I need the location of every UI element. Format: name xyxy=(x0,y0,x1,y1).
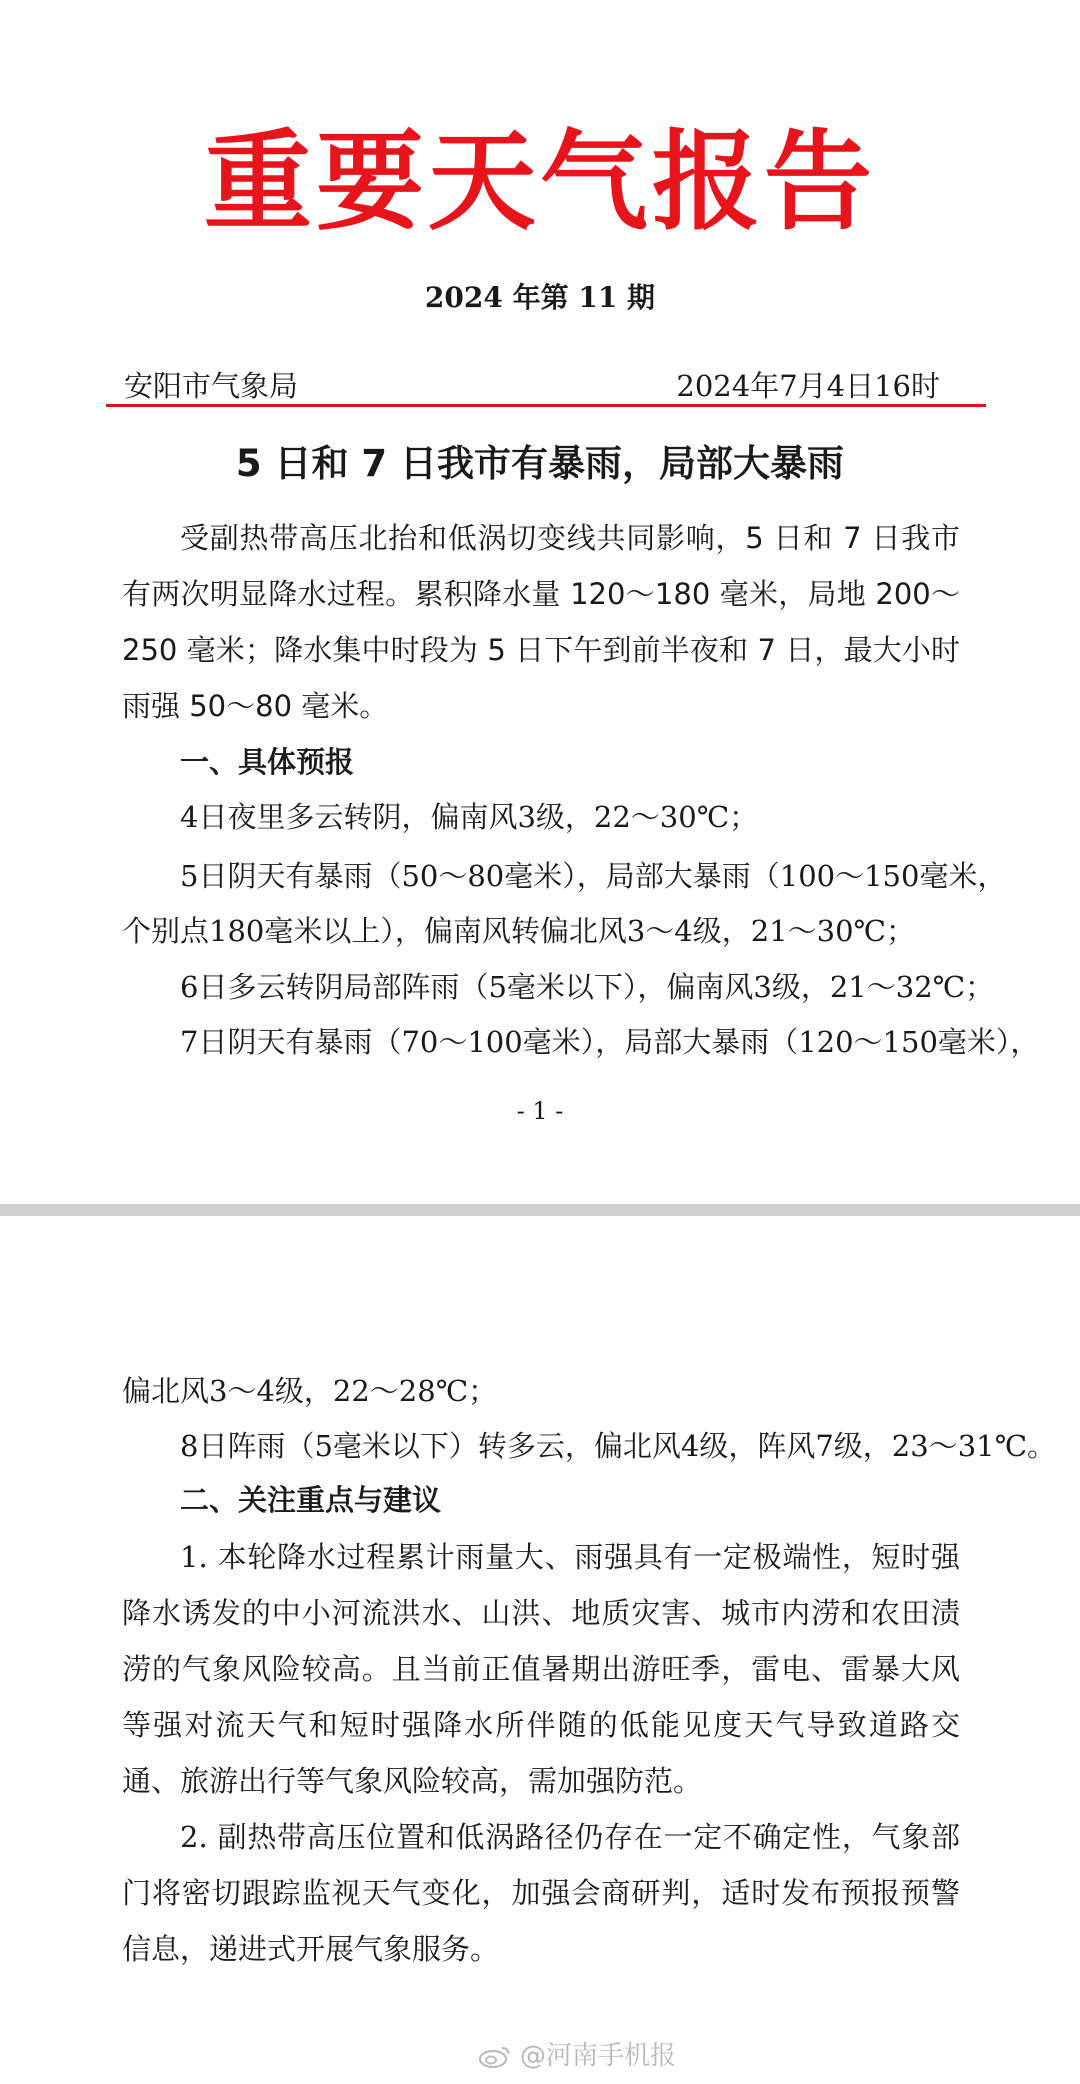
forecast-day-5-line1: 5日阴天有暴雨（50～80毫米），局部大暴雨（100～150毫米， xyxy=(180,859,1007,893)
page-number: - 1 - xyxy=(516,1097,564,1125)
section-heading-forecast: 一、具体预报 xyxy=(180,745,355,779)
source-watermark xyxy=(478,2038,676,2074)
red-divider-rule xyxy=(106,404,986,407)
forecast-day-7-line2: 偏北风3～4级，22～28℃； xyxy=(122,1374,498,1408)
document-page-2 xyxy=(0,1216,1080,2084)
report-masthead: 重要天气报告 xyxy=(203,120,876,245)
report-headline: 5 日和 7 日我市有暴雨，局部大暴雨 xyxy=(235,442,845,485)
page-divider xyxy=(0,1204,1080,1216)
advice-paragraph-1: 1. 本轮降水过程累计雨量大、雨强具有一定极端性，短时强降水诱发的中小河流洪水、山洪、地质灾害、城市内涝和农田渍涝的气象风险较高。且当前正值暑期出游旺季，雷电、雷暴大风等强对流天气和短时强降水所伴随的低能见度天气导致道路交通、旅游出行等气象风险较高，需加强防范。 xyxy=(122,1540,960,1798)
forecast-day-8: 8日阵雨（5毫米以下）转多云，偏北风4级，阵风7级，23～31℃。 xyxy=(180,1429,1057,1463)
issue-date: 2024年7月4日16时 xyxy=(676,369,940,403)
intro-paragraph: 受副热带高压北抬和低涡切变线共同影响，5 日和 7 日我市有两次明显降水过程。累积降水量 120～180 毫米，局地 200～250 毫米；降水集中时段为 5 日下午到前半夜和 7 日，最大小时雨强 50～80 毫米。 xyxy=(122,521,960,723)
issuing-agency: 安阳市气象局 xyxy=(124,369,299,403)
forecast-day-4: 4日夜里多云转阴，偏南风3级，22～30℃； xyxy=(180,800,759,834)
section-heading-advice: 二、关注重点与建议 xyxy=(180,1483,442,1517)
weibo-icon xyxy=(478,2043,512,2069)
issue-number: 2024 年第 11 期 xyxy=(424,281,656,314)
forecast-day-6: 6日多云转阴局部阵雨（5毫米以下），偏南风3级，21～32℃； xyxy=(180,970,995,1004)
forecast-day-5-line2: 个别点180毫米以上），偏南风转偏北风3～4级，21～30℃； xyxy=(122,914,915,948)
forecast-day-7-line1: 7日阴天有暴雨（70～100毫米），局部大暴雨（120～150毫米）， xyxy=(180,1025,1040,1059)
watermark-text: @河南手机报 xyxy=(520,2041,677,2071)
advice-paragraph-2: 2. 副热带高压位置和低涡路径仍存在一定不确定性，气象部门将密切跟踪监视天气变化，加强会商研判，适时发布预报预警信息，递进式开展气象服务。 xyxy=(122,1820,960,1966)
